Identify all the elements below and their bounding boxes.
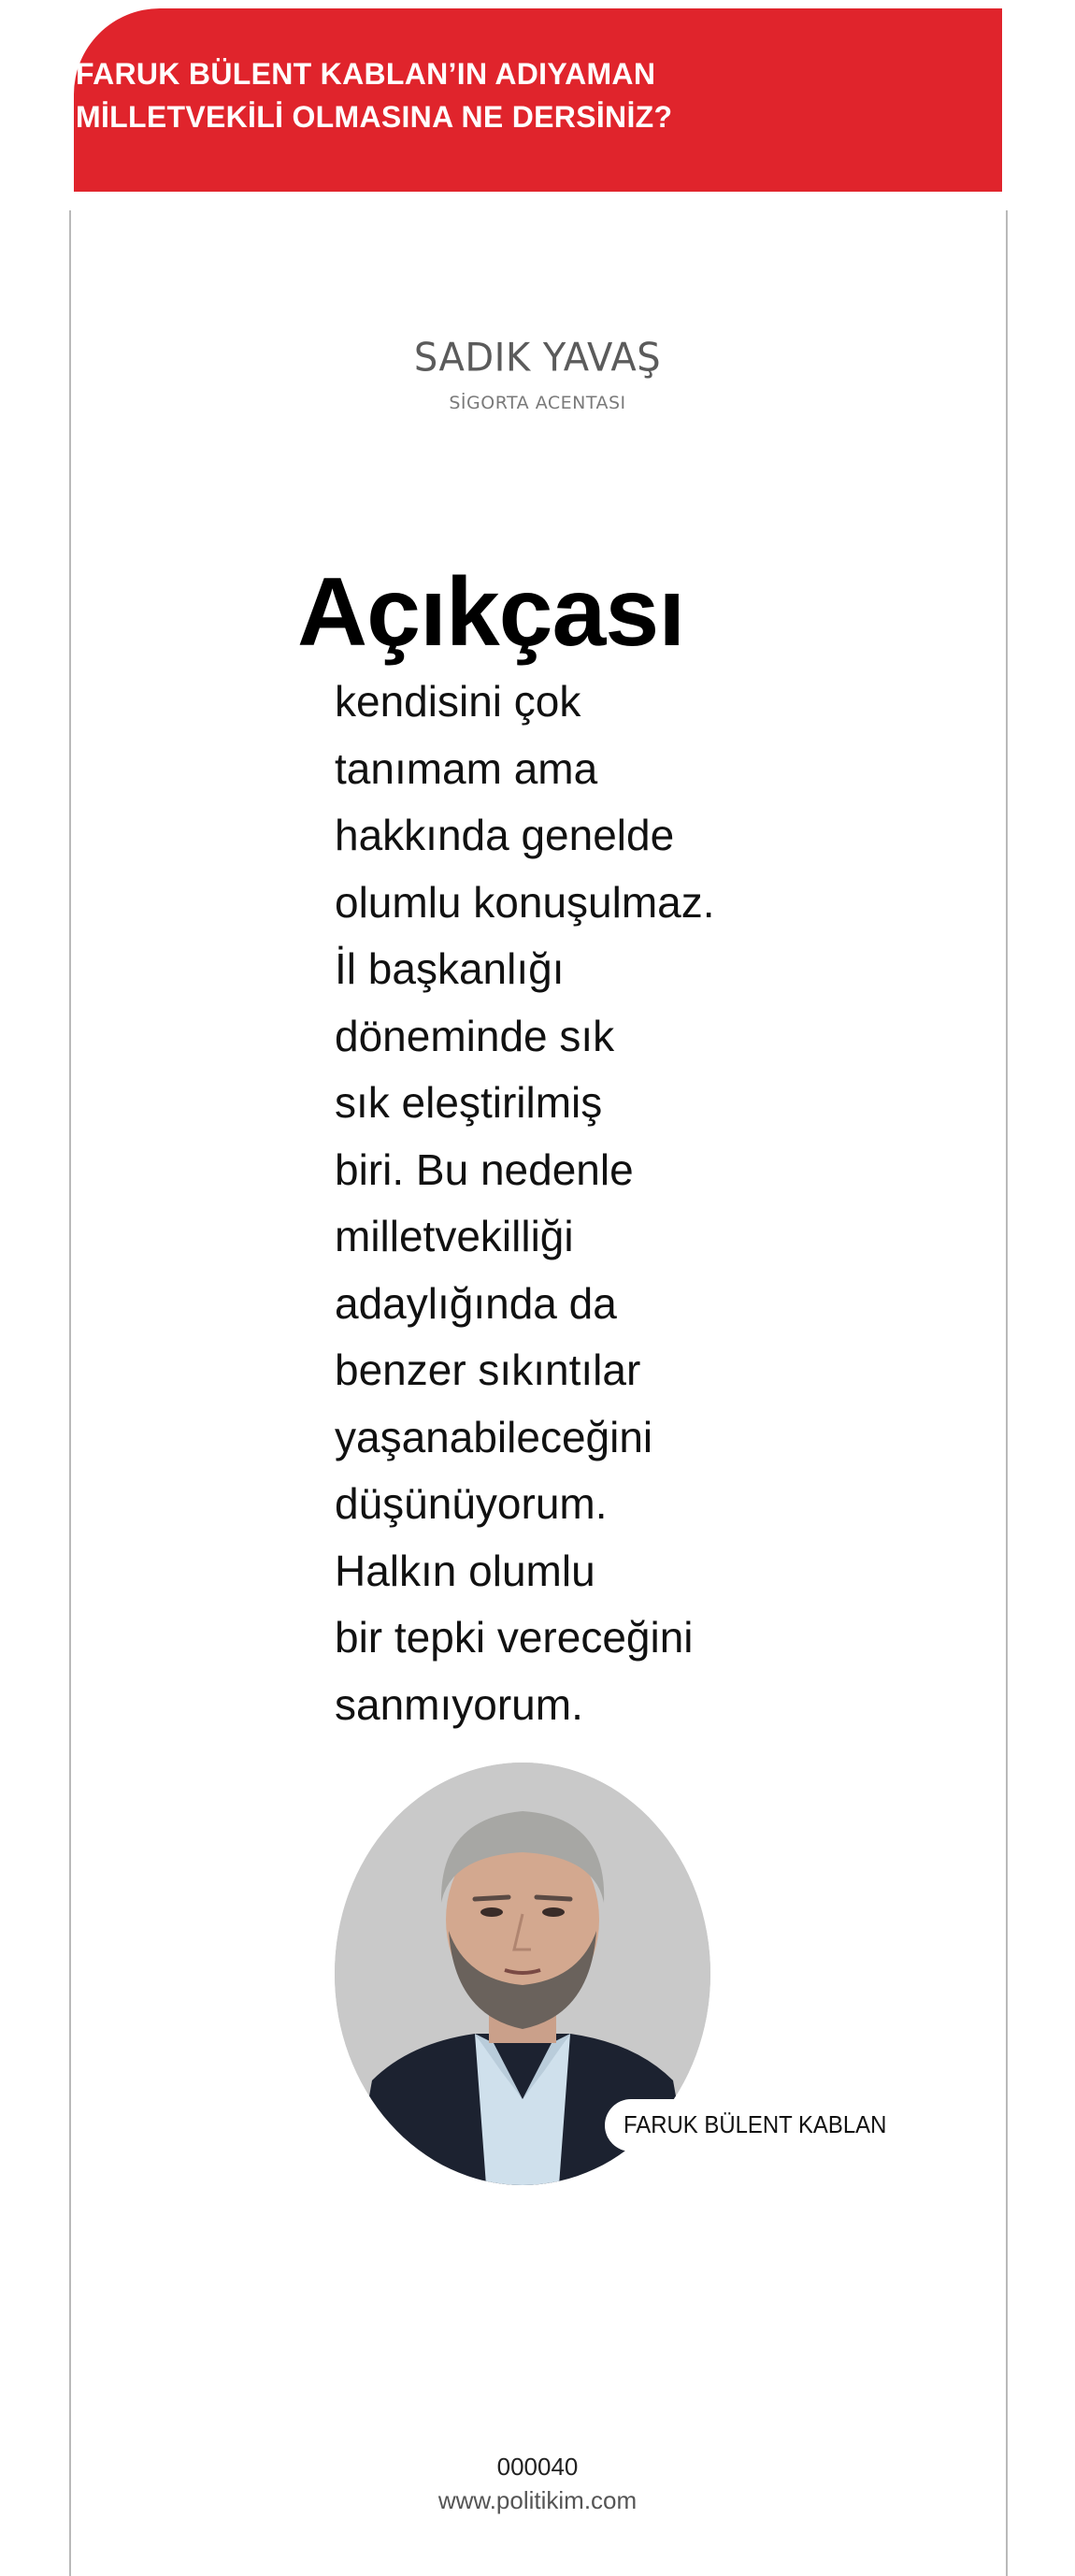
- right-frame-line: [1006, 210, 1008, 2576]
- footer-code: 000040: [496, 2453, 579, 2481]
- left-frame-line: [69, 210, 71, 2576]
- quote-line: tanımam ama: [335, 743, 598, 793]
- quote-line: biri. Bu nedenle: [335, 1144, 634, 1194]
- quote-line: benzer sıkıntılar: [335, 1346, 641, 1394]
- headline-line-1: FARUK BÜLENT KABLAN’IN ADIYAMAN: [76, 57, 656, 91]
- quote-line: adaylığında da: [335, 1278, 617, 1328]
- respondent-name: SADIK YAVAŞ: [413, 335, 662, 381]
- quote-line: hakkında genelde: [335, 811, 675, 859]
- quote-line: döneminde sık: [335, 1011, 615, 1060]
- quote-line: kendisini çok: [335, 677, 581, 726]
- headline: [76, 52, 672, 138]
- quote-line: Halkın olumlu: [335, 1546, 595, 1595]
- quote-body: [335, 669, 715, 1738]
- quote-line: sanmıyorum.: [335, 1679, 583, 1729]
- respondent-occupation: SİGORTA ACENTASI: [449, 393, 626, 413]
- portrait-caption: FARUK BÜLENT KABLAN: [624, 2110, 887, 2138]
- quote-lead-word: Açıkçası: [297, 558, 685, 667]
- quote-line: yaşanabileceğini: [335, 1412, 653, 1461]
- quote-line: olumlu konuşulmaz.: [335, 877, 715, 927]
- quote-line: milletvekilliği: [335, 1212, 574, 1260]
- quote-line: sık eleştirilmiş: [335, 1078, 603, 1127]
- quote-line: bir tepki vereceğini: [335, 1613, 694, 1662]
- quote-line: düşünüyorum.: [335, 1479, 608, 1528]
- footer-url[interactable]: www.politikim.com: [437, 2486, 638, 2514]
- quote-line: İl başkanlığı: [335, 944, 565, 993]
- headline-line-2: MİLLETVEKİLİ OLMASINA NE DERSİNİZ?: [76, 100, 673, 134]
